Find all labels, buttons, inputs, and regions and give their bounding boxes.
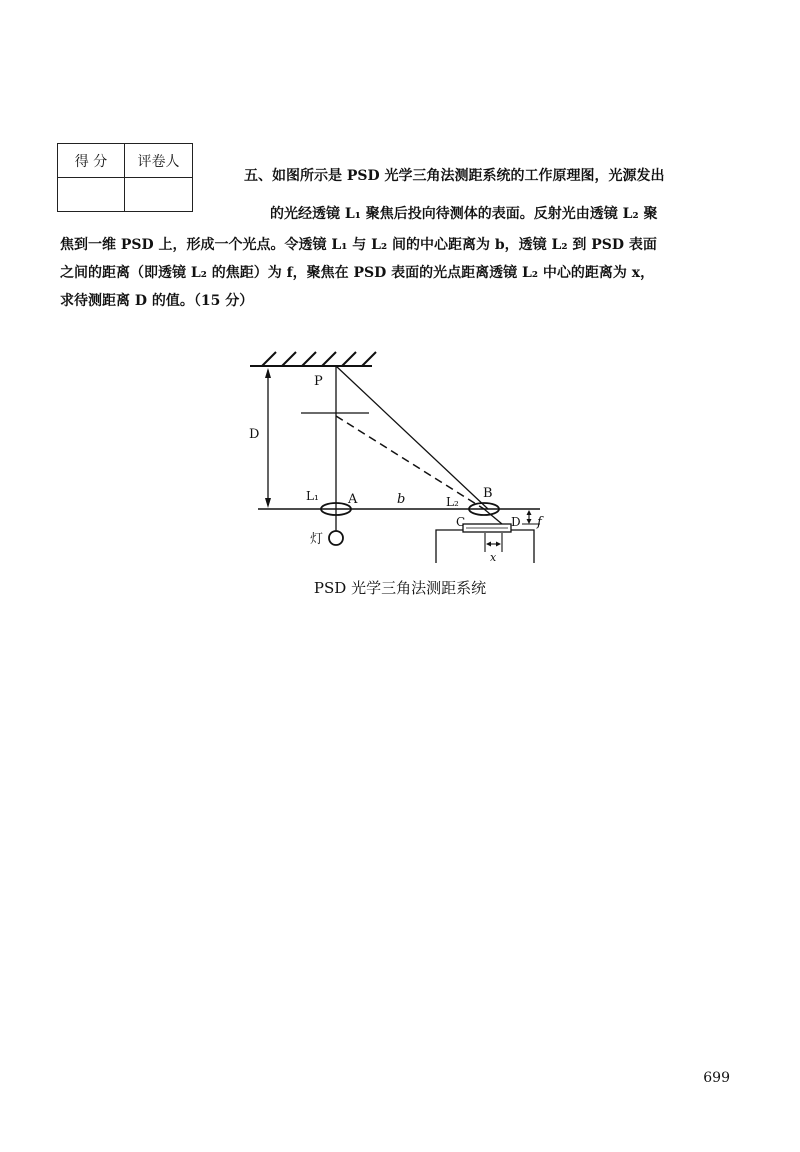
label-d: D xyxy=(249,427,260,442)
question-line-5: 求待测距离 D 的值。（15 分） xyxy=(60,293,254,309)
question-line-2: 的光经透镜 L₁ 聚焦后投向待测体的表面。反射光由透镜 L₂ 聚 xyxy=(270,206,658,222)
question-line-1: 五、如图所示是 PSD 光学三角法测距系统的工作原理图，光源发出 xyxy=(244,168,665,184)
label-dpt: D xyxy=(511,515,521,529)
label-l1: L₁ xyxy=(306,489,319,503)
label-p: P xyxy=(314,374,323,389)
lamp-circle xyxy=(329,531,343,545)
page-number: 699 xyxy=(703,1070,730,1086)
label-b: b xyxy=(397,492,406,507)
label-x: x xyxy=(490,551,497,564)
target-surface xyxy=(250,352,376,366)
focused-ray xyxy=(484,509,502,524)
dashed-ray xyxy=(336,416,484,509)
question-line-4: 之间的距离（即透镜 L₂ 的焦距）为 f，聚焦在 PSD 表面的光点距离透镜 L₂ 中心的距离为 x， xyxy=(60,265,655,281)
score-label: 得 分 xyxy=(58,144,125,178)
x-dimension xyxy=(485,533,502,552)
label-f: f xyxy=(537,515,542,530)
label-bpt: B xyxy=(483,486,493,501)
reflected-ray xyxy=(336,366,488,509)
label-lamp: 灯 xyxy=(310,532,324,547)
grader-label: 评卷人 xyxy=(125,144,193,178)
question-line-3: 焦到一维 PSD 上，形成一个光点。令透镜 L₁ 与 L₂ 间的中心距离为 b，透镜 L₂ 到 PSD 表面 xyxy=(60,237,657,253)
figure-caption: PSD 光学三角法测距系统 xyxy=(313,579,487,597)
lamp-axis xyxy=(301,366,369,531)
distance-dimension xyxy=(265,368,271,508)
label-a: A xyxy=(348,492,358,507)
label-c: C xyxy=(456,515,466,529)
label-l2: L₂ xyxy=(446,495,459,509)
